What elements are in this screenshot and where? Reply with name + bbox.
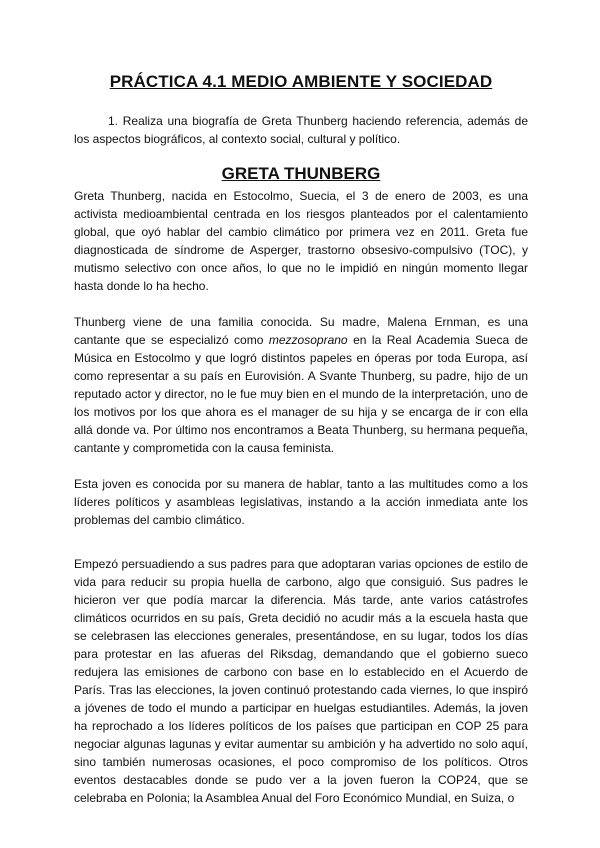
paragraph-speaking: Esta joven es conocida por su manera de hablar, tanto a las multitudes como a los líderes políticos y asambleas legislativas, instando a la acción inmediata ante los problemas del cambio climático. [74, 477, 528, 527]
paragraph-intro: Greta Thunberg, nacida en Estocolmo, Suecia, el 3 de enero de 2003, es una activista medioambiental centrada en los riesgos planteados por el calentamiento global, que oyó hablar del cambio climático por primera vez en 2011. Greta fue diagnosticada de síndrome de Asperger, trastorno obsesivo-compulsivo (TOC), y mutismo selectivo con once años, lo que no le impidió en ningún momento llegar hasta donde lo ha hecho. [74, 189, 528, 293]
task-number: 1. [108, 114, 119, 128]
document-title: PRÁCTICA 4.1 MEDIO AMBIENTE Y SOCIEDAD [109, 72, 493, 91]
task-text: Realiza una biografía de Greta Thunberg haciendo referencia, además de los aspectos biográficos, al contexto social, cultural y político. [74, 114, 528, 146]
paragraph-family-italic-term: mezzosoprano [268, 333, 348, 347]
paragraph-family-text-start: Thunberg viene de una familia conocida. Su madre, Malena Ernman, es una cantante que se especializó como [74, 315, 528, 347]
task-instruction [74, 112, 528, 148]
paragraph-family-text-end: en la Real Academia Sueca de Música en Estocolmo y que logró distintos papeles en óperas por toda Europa, así como representar a su país en Eurovisión. A Svante Thunberg, su padre, hijo de un reputado actor y director, no le fue muy bien en el mundo de la interpretación, uno de los motivos por los que ahora es el manager de su hija y se encarga de ir con ella allá donde va. Por último nos encontramos a Beata Thunberg, su hermana pequeña, cantante y comprometida con la causa feminista. [74, 333, 528, 455]
paragraph-family [74, 313, 528, 457]
paragraph-activism: Empezó persuadiendo a sus padres para que adoptaran varias opciones de estilo de vida para reducir su propia huella de carbono, algo que consiguió. Sus padres le hicieron ver que podía marcar la diferencia. Más tarde, ante varios catástrofes climáticos ocurridos en su país, Greta decidió no acudir más a la escuela hasta que se celebrasen las elecciones generales, presentándose, en su lugar, todos los días para protestar en las afueras del Riksdag, demandando que el gobierno sueco redujera las emisiones de carbono con base en lo establecido en el Acuerdo de París. Tras las elecciones, la joven continuó protestando cada viernes, lo que inspiró a jóvenes de todo el mundo a participar en huelgas estudiantiles. Además, la joven ha reprochado a los líderes políticos de los países que participan en COP 25 para negociar algunas lagunas y evitar aumentar su ambición y ha advertido no solo aquí, sino también numerosas ocasiones, el poco compromiso de los políticos. Otros eventos destacables donde se pudo ver a la joven fueron la COP24, que se celebraba en Polonia; la Asamblea Anual del Foro Económico Mundial, en Suiza, o [74, 557, 528, 805]
document-page [74, 72, 528, 807]
section-title: GRETA THUNBERG [221, 164, 381, 183]
